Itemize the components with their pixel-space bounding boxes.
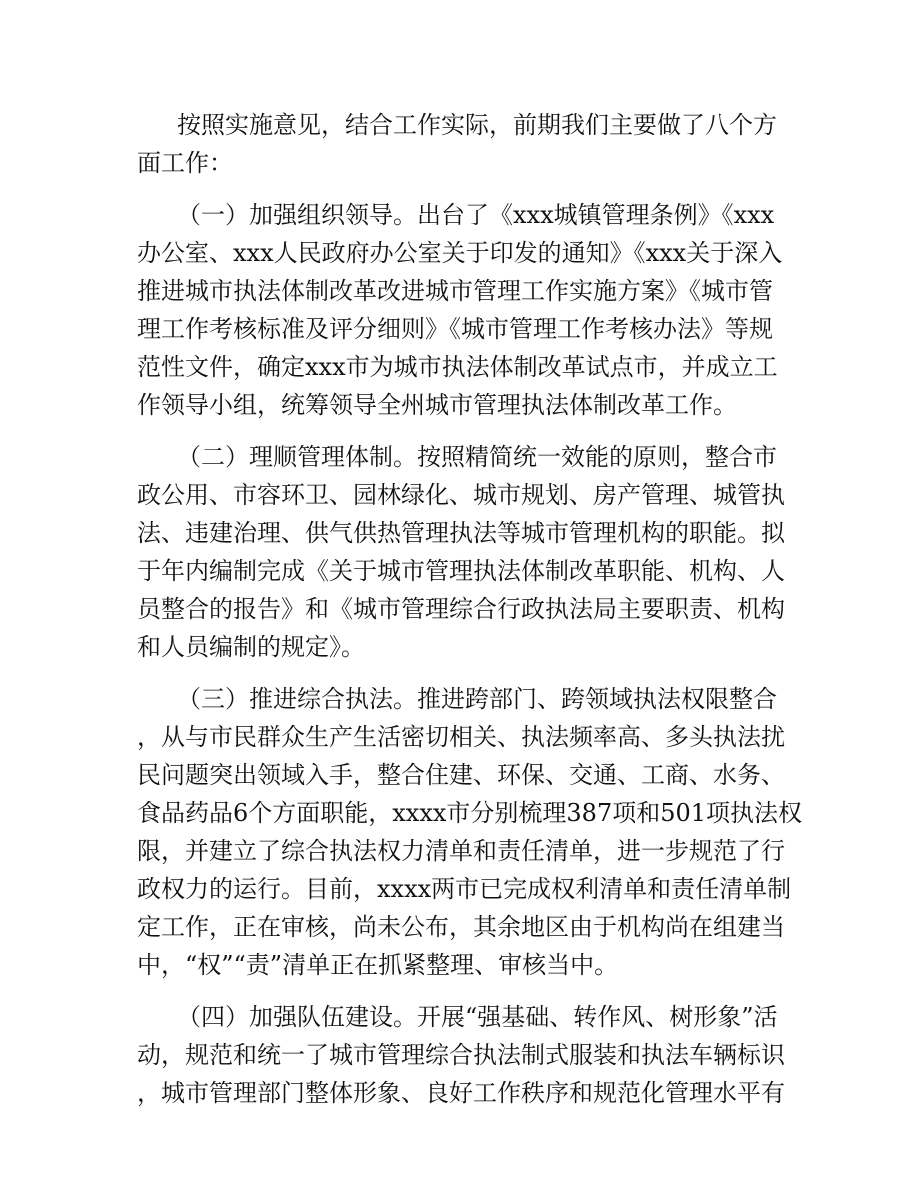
text-line: 食品药品6个方面职能，xxxx市分别梳理387项和501项执法权 (137, 799, 803, 827)
text-line: 范性文件，确定xxx市为城市执法体制改革试点市，并成立工 (137, 353, 778, 381)
text-line: ，从与市民群众生产生活密切相关、执法频率高、多头执法扰 (137, 723, 785, 751)
text-line: 限，并建立了综合执法权力清单和责任清单，进一步规范了行 (137, 837, 785, 865)
text-line: 于年内编制完成《关于城市管理执法体制改革职能、机构、人 (137, 557, 785, 585)
paragraph-section-2 (137, 438, 787, 666)
text-line: 中，“权”“责”清单正在抓紧整理、审核当中。 (137, 951, 619, 979)
text-line: 动，规范和统一了城市管理综合执法制式服装和执法车辆标识 (137, 1041, 785, 1069)
text-line: 办公室、xxx人民政府办公室关于印发的通知》《xxx关于深入 (137, 239, 783, 267)
text-line: 理工作考核标准及评分细则》《城市管理工作考核办法》等规 (137, 315, 773, 343)
text-line: 员整合的报告》和《城市管理综合行政执法局主要职责、机构 (137, 595, 785, 623)
text-line: ，城市管理部门整体形象、良好工作秩序和规范化管理水平有 (137, 1079, 785, 1107)
text-line: 政权力的运行。目前，xxxx两市已完成权利清单和责任清单制 (137, 875, 792, 903)
text-line: （三）推进综合执法。推进跨部门、跨领域执法权限整合 (177, 685, 777, 713)
text-line: 作领导小组，统筹领导全州城市管理执法体制改革工作。 (137, 391, 737, 419)
text-line: 民问题突出领域入手，整合住建、环保、交通、工商、水务、 (137, 761, 785, 789)
text-line: 法、违建治理、供气供热管理执法等城市管理机构的职能。拟 (137, 519, 785, 547)
text-line: 定工作，正在审核，尚未公布，其余地区由于机构尚在组建当 (137, 913, 785, 941)
text-line: 和人员编制的规定》。 (137, 633, 365, 661)
text-line: （四）加强队伍建设。开展“强基础、转作风、树形象”活 (177, 1003, 778, 1031)
paragraph-section-3 (137, 680, 803, 984)
text-line: （二）理顺管理体制。按照精简统一效能的原则，整合市 (177, 443, 777, 471)
text-line: 按照实施意见，结合工作实际，前期我们主要做了八个方 (177, 111, 777, 139)
document-body (137, 106, 803, 1112)
text-line: 政公用、市容环卫、园林绿化、城市规划、房产管理、城管执 (137, 481, 785, 509)
paragraph-section-1 (137, 196, 787, 424)
text-line: 推进城市执法体制改革改进城市管理工作实施方案》《城市管 (137, 277, 773, 305)
paragraph-section-4 (137, 998, 787, 1112)
paragraph-intro (137, 106, 787, 182)
text-line: 面工作： (137, 149, 233, 177)
text-line: （一）加强组织领导。出台了《xxx城镇管理条例》《xxx (177, 201, 775, 229)
